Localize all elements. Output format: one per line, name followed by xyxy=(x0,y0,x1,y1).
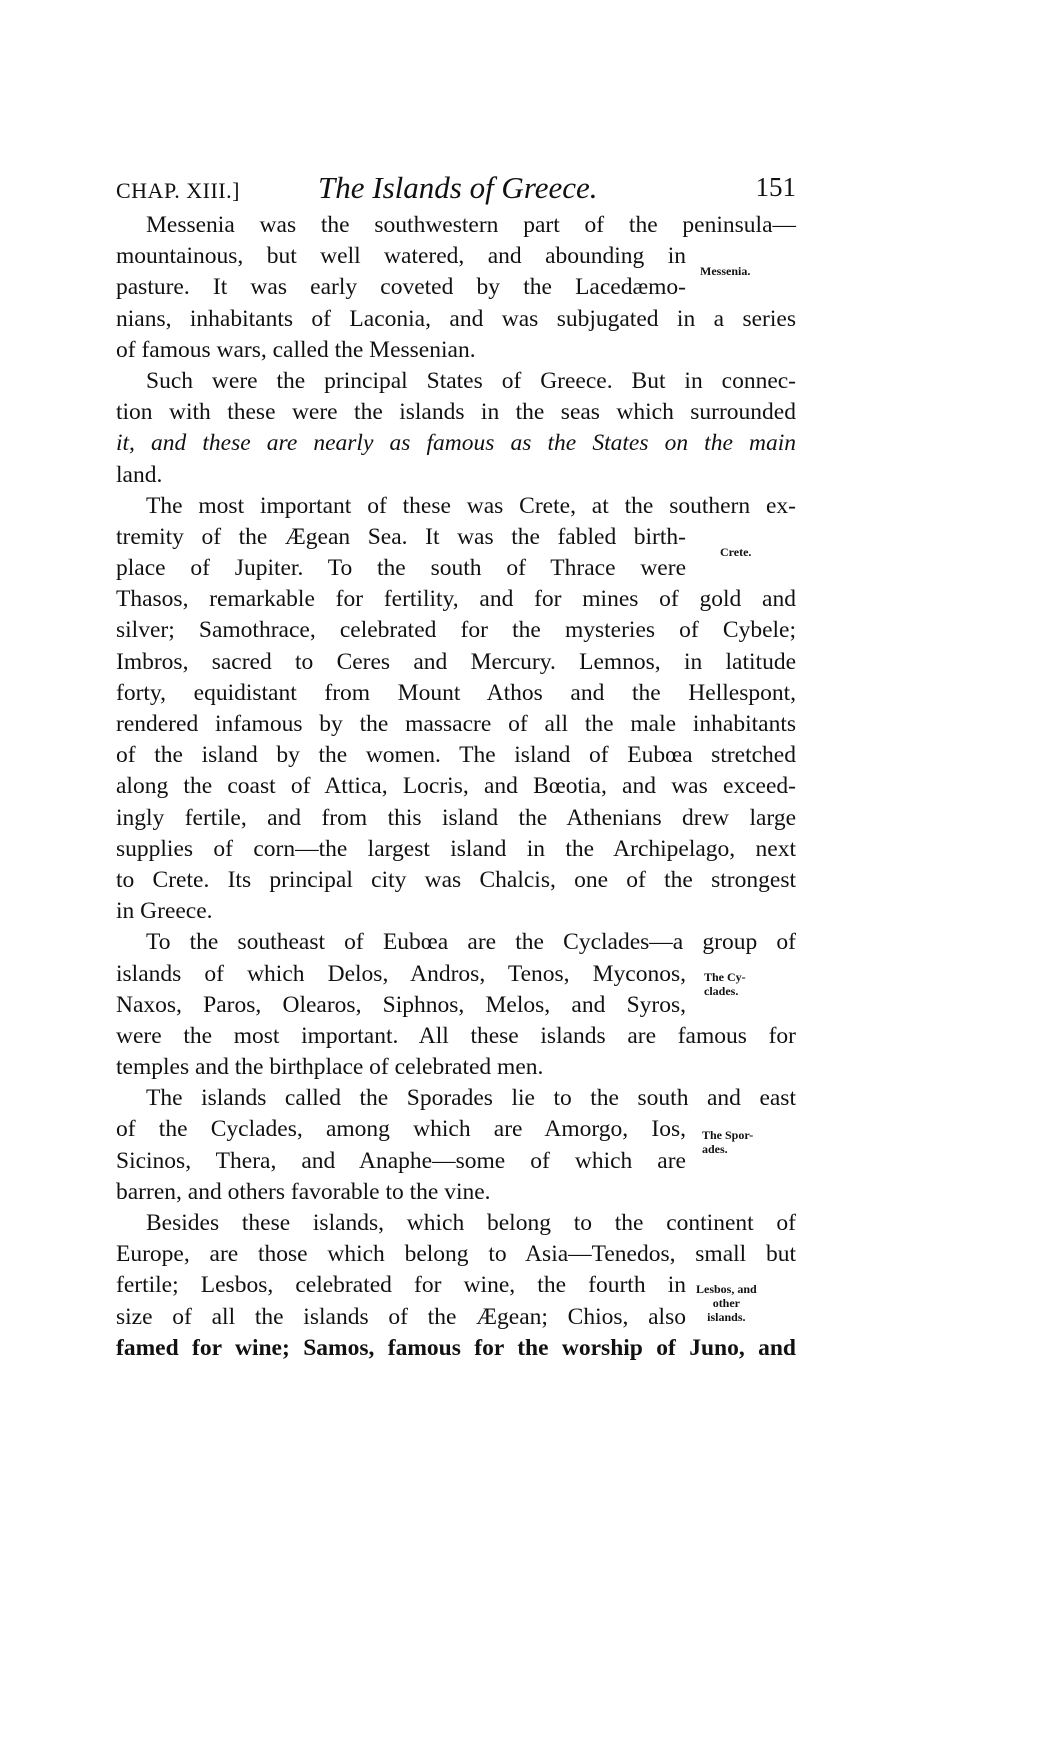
sidenote-lesbos: Lesbos, and other islands. xyxy=(696,1282,757,1324)
text-line: The islands called the Sporades lie to the south and east xyxy=(146,1085,796,1112)
text-line: Imbros, sacred to Ceres and Mercury. Lemnos, in latitude xyxy=(116,648,796,675)
text-line: Messenia was the southwestern part of the peninsula— xyxy=(146,212,796,238)
text-line: tremity of the Ægean Sea. It was the fabled birth- xyxy=(116,523,686,550)
text-line: famed for wine; Samos, famous for the worship of Juno, and xyxy=(116,1334,796,1361)
sidenote-cyclades: The Cy- clades. xyxy=(704,970,746,998)
text-line: fertile; Lesbos, celebrated for wine, the fourth in xyxy=(116,1272,686,1299)
sidenote-messenia: Messenia. xyxy=(700,264,751,278)
sidenote-crete: Crete. xyxy=(720,545,752,559)
text-line: to Crete. Its principal city was Chalcis, one of the strongest xyxy=(116,866,796,893)
page-number: 151 xyxy=(755,172,796,202)
chapter-label: CHAP. XIII.] xyxy=(116,178,240,203)
text-line: tion with these were the islands in the seas which surrounded xyxy=(116,399,796,426)
text-line: Besides these islands, which belong to the continent of xyxy=(146,1210,796,1236)
text-line: Naxos, Paros, Olearos, Siphnos, Melos, and Syros, xyxy=(116,991,686,1018)
text-line: forty, equidistant from Mount Athos and the Hellespont, xyxy=(116,679,796,706)
text-line: rendered infamous by the massacre of all the male inhabitants xyxy=(116,711,796,737)
text-line: Europe, are those which belong to Asia—Tenedos, small but xyxy=(116,1241,796,1268)
text-line: barren, and others favorable to the vine. xyxy=(116,1178,491,1205)
text-line: in Greece. xyxy=(116,898,213,925)
text-line: pasture. It was early coveted by the Lacedæmo- xyxy=(116,274,686,301)
text-line: size of all the islands of the Ægean; Chios, also xyxy=(116,1303,686,1330)
body-text xyxy=(116,210,796,1364)
text-line: it, and these are nearly as famous as the States on the main xyxy=(116,430,796,457)
text-line: nians, inhabitants of Laconia, and was subjugated in a series xyxy=(116,305,796,332)
text-line: supplies of corn—the largest island in the Archipelago, next xyxy=(116,835,796,862)
text-line: were the most important. All these islands are famous for xyxy=(116,1022,796,1049)
text-line: place of Jupiter. To the south of Thrace were xyxy=(116,555,686,582)
text-line: Such were the principal States of Greece. But in connec- xyxy=(146,367,796,394)
text-line: of the island by the women. The island of Eubœa stretched xyxy=(116,742,796,769)
text-line: of famous wars, called the Messenian. xyxy=(116,336,476,363)
text-line: ingly fertile, and from this island the Athenians drew large xyxy=(116,804,796,831)
text-line: To the southeast of Eubœa are the Cyclades—a group of xyxy=(146,929,796,956)
text-line: along the coast of Attica, Locris, and Bœotia, and was exceed- xyxy=(116,773,796,800)
page-title: The Islands of Greece. xyxy=(318,170,598,205)
text-line: islands of which Delos, Andros, Tenos, Myconos, xyxy=(116,960,686,987)
sidenote-sporades: The Spor- ades. xyxy=(702,1128,754,1156)
text-line: Sicinos, Thera, and Anaphe—some of which are xyxy=(116,1147,686,1174)
text-line: temples and the birthplace of celebrated men. xyxy=(116,1054,544,1081)
text-line: The most important of these was Crete, at the southern ex- xyxy=(146,492,796,519)
text-line: Thasos, remarkable for fertility, and for mines of gold and xyxy=(116,586,796,613)
text-line: of the Cyclades, among which are Amorgo, Ios, xyxy=(116,1116,686,1143)
text-line: mountainous, but well watered, and abounding in xyxy=(116,243,686,270)
text-line: silver; Samothrace, celebrated for the mysteries of Cybele; xyxy=(116,617,796,644)
text-line: land. xyxy=(116,461,163,488)
